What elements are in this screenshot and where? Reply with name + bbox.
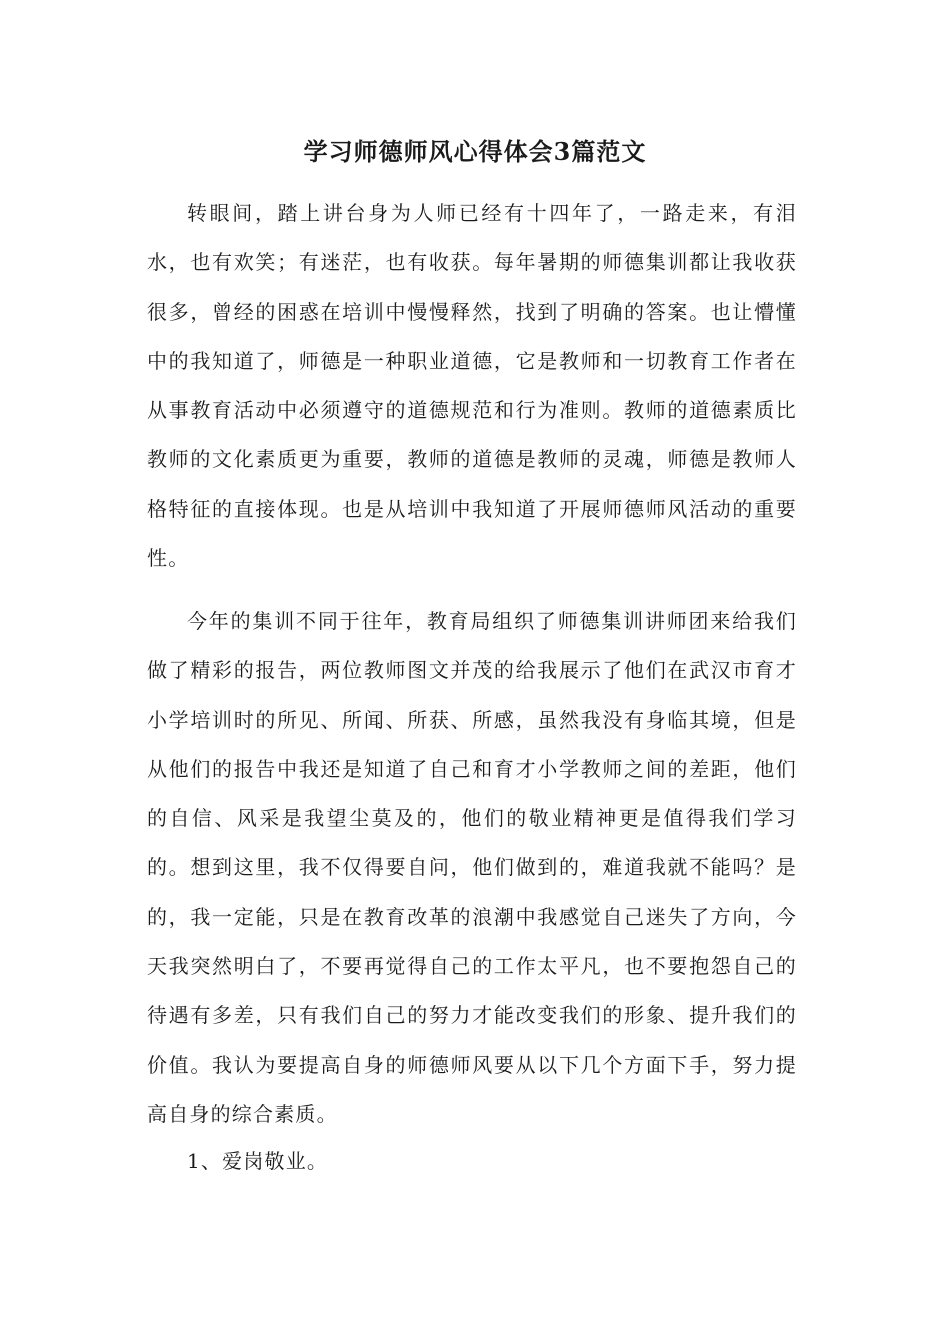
paragraph-2: 今年的集训不同于往年，教育局组织了师德集训讲师团来给我们做了精彩的报告，两位教师图文并茂的给我展示了他们在武汉市育才小学培训时的所见、所闻、所获、所感，虽然我没有身临其境，但是从他们的报告中我还是知道了自己和育才小学教师之间的差距，他们的自信、风采是我望尘莫及的，他们的敬业精神更是值得我们学习的。想到这里，我不仅得要自问，他们做到的，难道我就不能吗？是的，我一定能，只是在教育改革的浪潮中我感觉自己迷失了方向，今天我突然明白了，不要再觉得自己的工作太平凡，也不要抱怨自己的待遇有多差，只有我们自己的努力才能改变我们的形象、提升我们的价值。我认为要提高自身的师德师风要从以下几个方面下手，努力提高自身的综合素质。 (147, 609, 797, 1126)
document-title: 学习师德师风心得体会3篇范文 (303, 137, 647, 166)
paragraph-3-heading: 1、爱岗敬业。 (187, 1149, 329, 1173)
paragraph-1: 转眼间，踏上讲台身为人师已经有十四年了，一路走来，有泪水，也有欢笑；有迷茫，也有收获。每年暑期的师德集训都让我收获很多，曾经的困惑在培训中慢慢释然，找到了明确的答案。也让懵懂中的我知道了，师德是一种职业道德，它是教师和一切教育工作者在从事教育活动中必须遵守的道德规范和行为准则。教师的道德素质比教师的文化素质更为重要，教师的道德是教师的灵魂，师德是教师人格特征的直接体现。也是从培训中我知道了开展师德师风活动的重要性。 (147, 201, 797, 571)
